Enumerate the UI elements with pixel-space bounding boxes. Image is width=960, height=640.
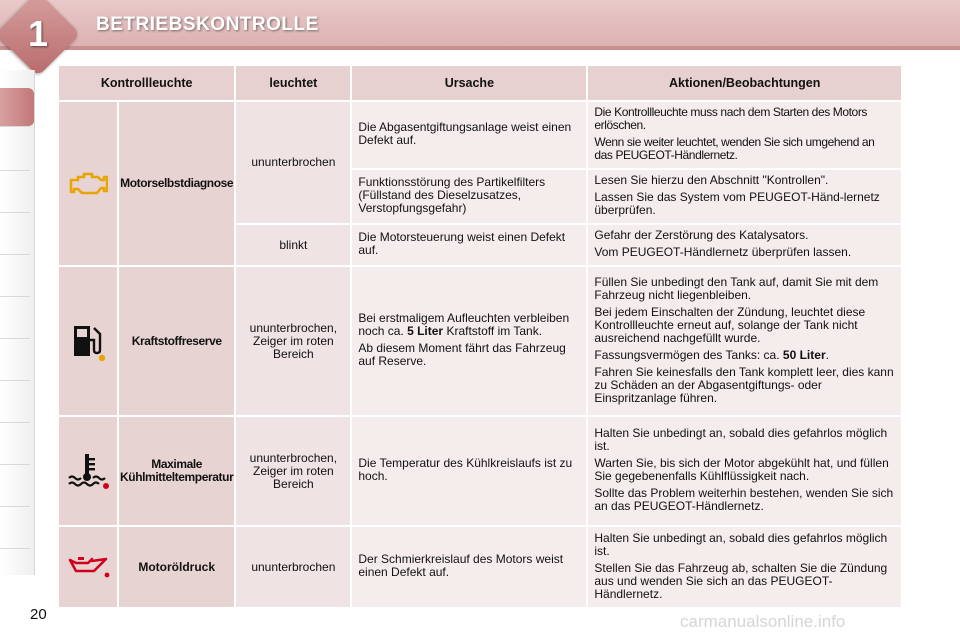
engine-action-1a: Die Kontrollleuchte muss nach dem Starten des Motors erlöschen. xyxy=(594,105,868,132)
fuel-cause-a-suffix: Kraftstoff im Tank. xyxy=(446,324,543,338)
fuel-cause-a-prefix: Bei erstmaligem Aufleuchten verbleiben noch ca. xyxy=(358,311,570,338)
oil-action-a: Halten Sie unbedingt an, sobald dies gefahrlos möglich ist. xyxy=(594,530,888,558)
oil-cause-text: Der Schmierkreislauf des Motors weist einen Defekt auf. xyxy=(358,552,564,579)
column-header-lit: leuchtet xyxy=(236,66,350,100)
coolant-action-a: Halten Sie unbedingt an, sobald dies gefahrlos möglich ist. xyxy=(594,426,888,453)
column-header-warning-light: Kontrollleuchte xyxy=(59,66,234,100)
chapter-tab[interactable] xyxy=(0,258,30,297)
warning-lights-table xyxy=(57,64,903,609)
chapter-tab[interactable] xyxy=(0,342,30,381)
fuel-reserve-label: Kraftstoffreserve xyxy=(119,267,234,415)
chapter-tab[interactable] xyxy=(0,132,30,171)
fuel-action-c-prefix: Fassungsvermögen des Tanks: ca. xyxy=(594,347,780,362)
fuel-pump-icon xyxy=(68,320,108,362)
fuel-cause xyxy=(352,267,586,415)
engine-warning-icon xyxy=(68,170,108,198)
coolant-actions xyxy=(588,417,901,525)
engine-action-1 xyxy=(588,102,901,168)
watermark: carmanualsonline.info xyxy=(680,612,846,631)
chapter-tab[interactable] xyxy=(0,510,30,549)
table-row xyxy=(59,267,901,415)
fuel-action-a: Füllen Sie unbedingt den Tank auf, damit Sie mit dem Fahrzeug nicht liegenbleiben. xyxy=(594,274,879,302)
oil-icon-cell xyxy=(59,527,117,607)
header-line xyxy=(0,46,960,50)
fuel-cause-a-bold: 5 Liter xyxy=(407,324,444,338)
fuel-cause-b: Ab diesem Moment fährt das Fahrzeug auf Reserve. xyxy=(358,341,566,368)
coolant-action-b: Warten Sie, bis sich der Motor abgekühlt hat, und füllen Sie gegebenenfalls Kühlflüssigkeit nach. xyxy=(594,456,889,483)
chapter-tabs xyxy=(0,70,35,575)
engine-action-2b: Lassen Sie das System vom PEUGEOT-Händ-lernetz überprüfen. xyxy=(594,190,880,217)
fuel-state: ununterbrochen, Zeiger im roten Bereich xyxy=(236,267,350,415)
chapter-tab[interactable] xyxy=(0,174,30,213)
fuel-action-c-bold: 50 Liter xyxy=(782,347,826,362)
oil-cause xyxy=(352,527,586,607)
fuel-action-c-suffix: . xyxy=(825,347,829,362)
fuel-icon-cell xyxy=(59,267,117,415)
fuel-action-b: Bei jedem Einschalten der Zündung, leuchtet diese Kontrollleuchte erneut auf, solange der Tank nicht ausreichend nachgefüllt wurde. xyxy=(594,304,866,345)
engine-action-3 xyxy=(588,225,901,265)
column-header-cause: Ursache xyxy=(352,66,586,100)
engine-action-2a: Lesen Sie hierzu den Abschnitt "Kontrollen". xyxy=(594,173,829,187)
fuel-action-d: Fahren Sie keinesfalls den Tank komplett leer, dies kann zu Schäden an der Abgasentgiftungs- oder Einspritzanlage führen. xyxy=(594,364,894,405)
chapter-tab-active[interactable] xyxy=(0,88,34,127)
engine-action-2 xyxy=(588,170,901,223)
chapter-tab[interactable] xyxy=(0,426,30,465)
page-number: 20 xyxy=(30,606,47,623)
engine-action-3b: Vom PEUGEOT-Händlernetz überprüfen lassen. xyxy=(594,245,852,259)
oil-actions xyxy=(588,527,901,607)
chapter-tab[interactable] xyxy=(0,216,30,255)
oil-can-icon xyxy=(66,554,110,580)
table-header-row xyxy=(59,66,901,100)
coolant-cause xyxy=(352,417,586,525)
engine-action-3a: Gefahr der Zerstörung des Katalysators. xyxy=(594,228,809,242)
engine-action-1b: Wenn sie weiter leuchtet, wenden Sie sich umgehend an das PEUGEOT-Händlernetz. xyxy=(594,135,875,162)
chapter-tab[interactable] xyxy=(0,384,30,423)
engine-cause-3 xyxy=(352,225,586,265)
engine-state-continuous: ununterbrochen xyxy=(236,102,350,223)
fuel-action-c xyxy=(594,349,895,362)
chapter-tab[interactable] xyxy=(0,300,30,339)
table-row xyxy=(59,527,901,607)
fuel-cause-a xyxy=(358,312,580,338)
oil-pressure-label: Motoröldruck xyxy=(119,527,234,607)
coolant-label: Maximale Kühlmitteltemperatur xyxy=(119,417,234,525)
table-row xyxy=(59,102,901,168)
coolant-cause-text: Die Temperatur des Kühlkreislaufs ist zu hoch. xyxy=(358,456,573,483)
coolant-state: ununterbrochen, Zeiger im roten Bereich xyxy=(236,417,350,525)
chapter-tab[interactable] xyxy=(0,468,30,507)
engine-state-blinking: blinkt xyxy=(236,225,350,265)
coolant-temperature-icon xyxy=(66,452,110,490)
fuel-actions xyxy=(588,267,901,415)
engine-cause-2 xyxy=(352,170,586,223)
coolant-action-c: Sollte das Problem weiterhin bestehen, wenden Sie sich an das PEUGEOT-Händlernetz. xyxy=(594,486,894,513)
engine-diagnosis-label: Motorselbstdiagnose xyxy=(119,102,234,265)
engine-cause-1 xyxy=(352,102,586,168)
engine-cause-1-text: Die Abgasentgiftungsanlage weist einen Defekt auf. xyxy=(358,120,572,147)
column-header-actions: Aktionen/Beobachtungen xyxy=(588,66,901,100)
engine-icon-cell xyxy=(59,102,117,265)
page-title: BETRIEBSKONTROLLE xyxy=(96,14,319,35)
table-row xyxy=(59,417,901,525)
engine-cause-3-text: Die Motorsteuerung weist einen Defekt auf. xyxy=(358,230,566,257)
oil-action-b: Stellen Sie das Fahrzeug ab, schalten Sie die Zündung aus und wenden Sie sich an das PEUGEOT-Händlernetz. xyxy=(594,560,888,601)
engine-cause-2-text: Funktionsstörung des Partikelfilters (Füllstand des Dieselzusatzes, Verstopfungsgefahr) xyxy=(358,175,546,215)
chapter-number: 1 xyxy=(27,13,49,54)
coolant-icon-cell xyxy=(59,417,117,525)
oil-state: ununterbrochen xyxy=(236,527,350,607)
